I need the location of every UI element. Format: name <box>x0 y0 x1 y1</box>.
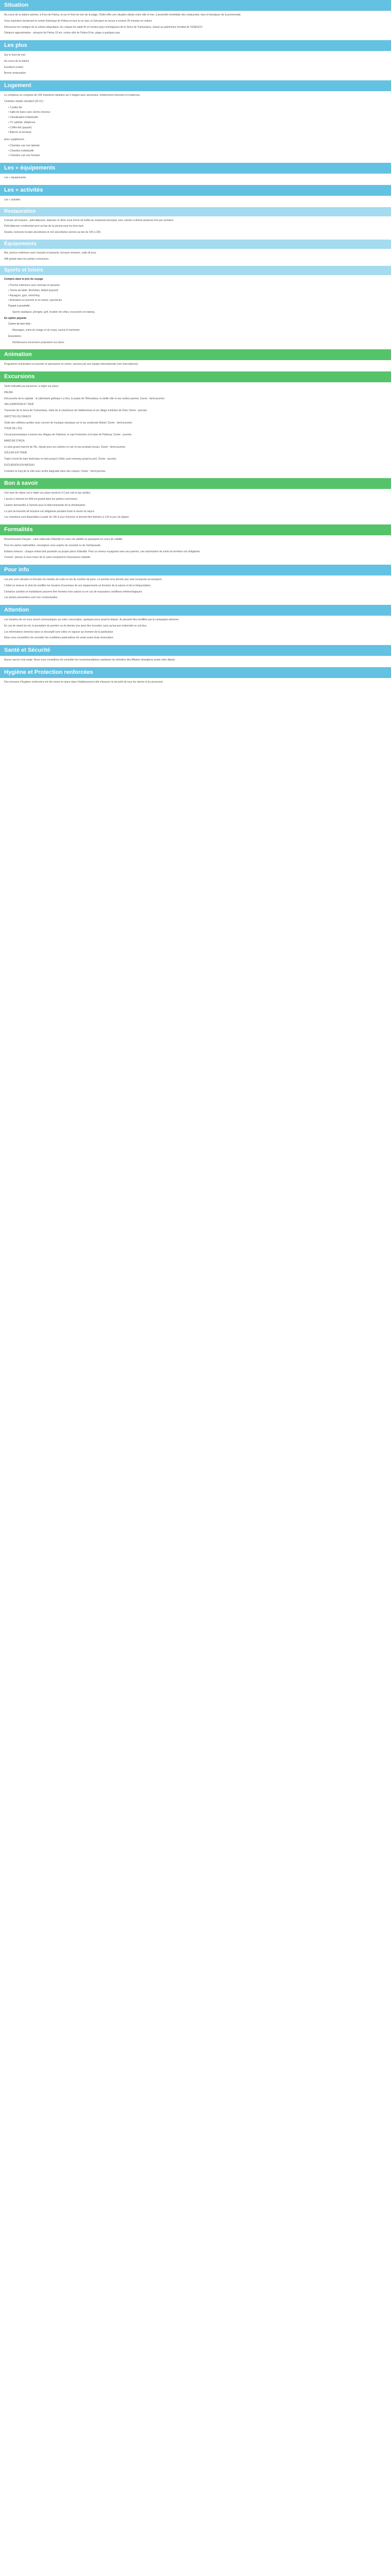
formalites-paragraph: Enfants mineurs : chaque enfant doit posséder sa propre pièce d'identité. Pour un mineur voyageant sans ses parents, une autorisation de sortie du territoire est obligatoire. <box>4 550 201 553</box>
hygiene-title: Hygiène et Protection renforcées <box>0 667 391 678</box>
excursions-title: Excursions <box>0 371 391 382</box>
bonasavoir-paragraph: Le port du bracelet all inclusive est obligatoire pendant toute la durée du séjour. <box>4 510 95 513</box>
formalites-paragraph: Ressortissants français : carte nationale d'identité en cours de validité ou passeport en cours de validité. <box>4 538 123 541</box>
sports-included-heading: Compris dans le prix du voyage <box>4 278 43 281</box>
excursions-intro: Tarifs indicatifs par personne, à régler sur place. <box>4 385 59 388</box>
situation-paragraph: Distance approximative : aéroport de Palma 15 km, centre-ville de Palma 8 km, plage à quelques pas. <box>4 31 121 35</box>
logement-item: • TV satellite, téléphone <box>8 121 387 125</box>
logement-extra-item: • Chambre vue mer frontale <box>8 154 387 158</box>
logement-item: • Coffre-fort (payant) <box>8 126 387 130</box>
sports-item: • Piscine extérieure avec transats et parasols <box>8 284 387 288</box>
equip-section <box>0 163 391 180</box>
formalites-title: Formalités <box>0 524 391 535</box>
activites-section <box>0 185 391 202</box>
formalites-section <box>0 524 391 560</box>
excursion-name: TOUR DE L'ÎLE <box>4 427 23 431</box>
activites-text: Les « activités <box>4 198 21 201</box>
excursion-text: Traversée de la Serra de Tramuntana, visite de la chartreuse de Valldemossa et du village d'artistes de Deià. Durée : journée. <box>4 409 148 412</box>
bonasavoir-paragraph: L'accès à Internet en Wifi est gratuit dans les parties communes. <box>4 498 78 501</box>
situation-paragraph: Au coeur de la station animée, à 8 km de Palma, et sur le front de mer de la plage, l'hôtel offre une situation idéale entre ville et mer, à proximité immédiate des restaurants, bars et boutiques de la promenade. <box>4 13 241 16</box>
bonasavoir-paragraph: Caution demandée à l'arrivée pour la télécommande de la climatisation. <box>4 503 86 507</box>
equip-text: Les « équipements <box>4 176 26 179</box>
excursion-name: SÓLLER EN TRAIN <box>4 451 27 455</box>
attention-paragraph: Les informations données dans ce descriptif sont celles en vigueur au moment de la publication. <box>4 630 114 634</box>
sports-item: • Animation en journée et en soirée, spectacles <box>8 299 387 303</box>
restauration-paragraph: Snacks, boissons locales alcoolisées et non alcoolisées servies au bar de 10h à 23h. <box>4 231 102 234</box>
hygiene-text: Des mesures d'hygiène renforcées ont été mises en place dans l'établissement afin d'assurer la sécurité de tous les clients et du personnel. <box>4 680 164 684</box>
restauration-paragraph: Petit-déjeuner continental servi au bar de la piscine pour les lève-tard. <box>4 225 84 228</box>
excursions-section <box>0 371 391 473</box>
excursion-text: Circuit panoramique à travers les villages de l'intérieur, le cap Formentor et la baie de Pollença. Durée : journée. <box>4 433 133 436</box>
plus-item: Bonne restauration <box>4 72 26 75</box>
bonasavoir-paragraph: Une taxe de séjour est à régler sur place (environ 2 € par nuit et par adulte). <box>4 492 91 495</box>
activites-title: Les « activités <box>0 185 391 196</box>
sports-option-heading: En option payante <box>4 316 27 320</box>
plus-item: Au coeur de la station <box>4 59 29 63</box>
formalites-paragraph: Conseil : pensez à vous munir de la carte européenne d'assurance maladie. <box>4 556 91 560</box>
hygiene-section <box>0 667 391 685</box>
attention-paragraph: Les horaires de vol vous seront communiqués sur votre convocation, quelques jours avant le départ. Ils peuvent être modifiés par la compagnie aérienne. <box>4 618 180 621</box>
sante-title: Santé et Sécurité <box>0 645 391 656</box>
logement-extra-item: • Chambre vue mer latérale <box>8 144 387 148</box>
plus-title: Les plus <box>0 40 391 51</box>
attention-title: Attention <box>0 605 391 616</box>
pourinfo-paragraph: Les prix sont calculés en fonction du nombre de nuits et non du nombre de jours. Le premier et le dernier jour sont consacrés au transport. <box>4 578 162 581</box>
plus-section <box>0 40 391 76</box>
situation-paragraph: Découvrez les vestiges de la culture talayotique, les criques de sable fin et l'arrière-pays montagneux de la Serra de Tramuntana, classé au patrimoine mondial de l'UNESCO. <box>4 25 203 29</box>
bonasavoir-section <box>0 478 391 520</box>
sports-text: Massages, soins du visage et du corps, sauna et hammam. <box>12 329 80 332</box>
sports-text: Nombreuses excursions proposées sur place. <box>12 341 65 344</box>
equipements-title: Équipements <box>0 240 391 249</box>
bonasavoir-paragraph: Les chambres sont disponibles à partir de 14h le jour d'arrivée et doivent être libérées à 12h le jour du départ. <box>4 516 129 519</box>
logement-extra-label: Avec supplément : <box>4 138 26 141</box>
logement-title: Logement <box>0 80 391 91</box>
logement-item: • Salle de bains avec sèche-cheveux <box>8 111 387 115</box>
sports-item: • Tennis de table, fléchettes, billard (payant) <box>8 289 387 293</box>
equipements-section <box>0 240 391 262</box>
excursion-text: Trajet à bord du train historique en bois jusqu'à Sóller, puis tramway jusqu'au port. Durée : journée. <box>4 457 117 461</box>
sante-text: Aucun vaccin n'est exigé. Nous vous conseillons de consulter les recommandations sanitaires du ministère des Affaires étrangères avant votre départ. <box>4 658 176 662</box>
situation-paragraph: Vous rejoindrez facilement le centre historique de Palma en bus ou en taxi, et l'aéroport se trouve à environ 20 minutes en voiture. <box>4 19 153 23</box>
formalites-paragraph: Pour les autres nationalités, renseignez-vous auprès du consulat ou de l'ambassade. <box>4 544 102 547</box>
logement-item: • 2 petits lits <box>8 106 387 110</box>
sante-section <box>0 645 391 663</box>
logement-paragraph: Chambre double standard (20 m²) : <box>4 99 45 103</box>
sports-label: Centre de bien-être : <box>8 323 32 326</box>
excursion-name: EXCURSION EN BATEAU <box>4 463 35 467</box>
sports-section <box>0 266 391 345</box>
logement-paragraph: Le complexe se compose de 165 chambres réparties sur 6 étages avec ascenseur, entièrement rénovées et modernes. <box>4 94 141 97</box>
attention-paragraph: Nous vous conseillons de consulter les conditions particulières de vente avant toute réservation. <box>4 636 114 640</box>
pourinfo-title: Pour info <box>0 565 391 575</box>
animation-text: Programme d'animation en journée et spectacles en soirée, assurés par une équipe internationale (non francophone). <box>4 363 139 366</box>
logement-extra-item: • Chambre individuelle <box>8 149 387 154</box>
situation-title: Situation <box>0 0 391 11</box>
animation-title: Animation <box>0 349 391 360</box>
excursion-text: Le plus grand marché de l'île, réputé pour ses articles en cuir et ses produits locaux. Durée : demi-journée. <box>4 445 126 449</box>
plus-item: Sur le front de mer <box>4 54 26 57</box>
restauration-paragraph: Formule all inclusive : petit-déjeuner, déjeuner et dîner sous forme de buffet au restaurant principal, avec soirées à thème plusieurs fois par semaine. <box>4 218 174 222</box>
situation-section <box>0 0 391 36</box>
logement-item: • Climatisation individuelle <box>8 116 387 120</box>
excursion-text: Visite des célèbres grottes avec concert de musique classique sur le lac souterrain Martel. Durée : demi-journée. <box>4 421 133 425</box>
pourinfo-paragraph: Certaines activités et installations peuvent être fermées hors saison ou en cas de mauvaises conditions météorologiques. <box>4 590 143 594</box>
logement-item: • Balcon ou terrasse <box>8 131 387 135</box>
excursion-text: Croisière le long de la côte avec arrêts baignade dans des criques. Durée : demi-journée. <box>4 469 106 473</box>
animation-section <box>0 349 391 367</box>
equipements-paragraph: Wifi gratuit dans les parties communes. <box>4 257 50 261</box>
excursion-name: MARCHÉ D'INCA <box>4 439 25 443</box>
equip-title: Les « équipements <box>0 163 391 174</box>
sports-label: Excursions : <box>8 334 23 338</box>
sports-text: Sports nautiques, plongée, golf, location de vélos, excursions en bateau. <box>12 310 95 314</box>
pourinfo-paragraph: L'hôtel se réserve le droit de modifier les horaires d'ouverture de ses équipements en fonction de la saison et de la fréquentation. <box>4 584 152 587</box>
sports-label: Payant à proximité : <box>8 304 31 308</box>
pourinfo-paragraph: Les photos présentées sont non contractuelles. <box>4 596 58 600</box>
excursion-name: GROTTES DU DRACH <box>4 415 31 418</box>
sports-item: • Aquagym, gym, stretching <box>8 294 387 298</box>
attention-paragraph: En cas de retard du vol, la prestation du premier ou du dernier jour peut être écourtée, sans qu'aucune indemnité ne soit due. <box>4 624 148 628</box>
sports-title: Sports et loisirs <box>0 266 391 275</box>
bonasavoir-title: Bon à savoir <box>0 478 391 489</box>
plus-item: Excellent confort <box>4 65 23 69</box>
pourinfo-section <box>0 565 391 600</box>
excursion-text: Découverte de la capitale : la cathédrale gothique La Seu, le palais de l'Almudaina, la vieille ville et ses ruelles pavées. Durée : demi-journée. <box>4 397 166 400</box>
attention-section <box>0 605 391 640</box>
excursion-name: VALLDEMOSSA ET DEIÀ <box>4 403 34 406</box>
restauration-section <box>0 207 391 235</box>
excursion-name: PALMA <box>4 391 13 394</box>
equipements-paragraph: Bar, piscine extérieure avec transats et parasols, terrasse solarium, salle de jeux. <box>4 251 97 255</box>
restauration-title: Restauration <box>0 207 391 216</box>
logement-section <box>0 80 391 158</box>
